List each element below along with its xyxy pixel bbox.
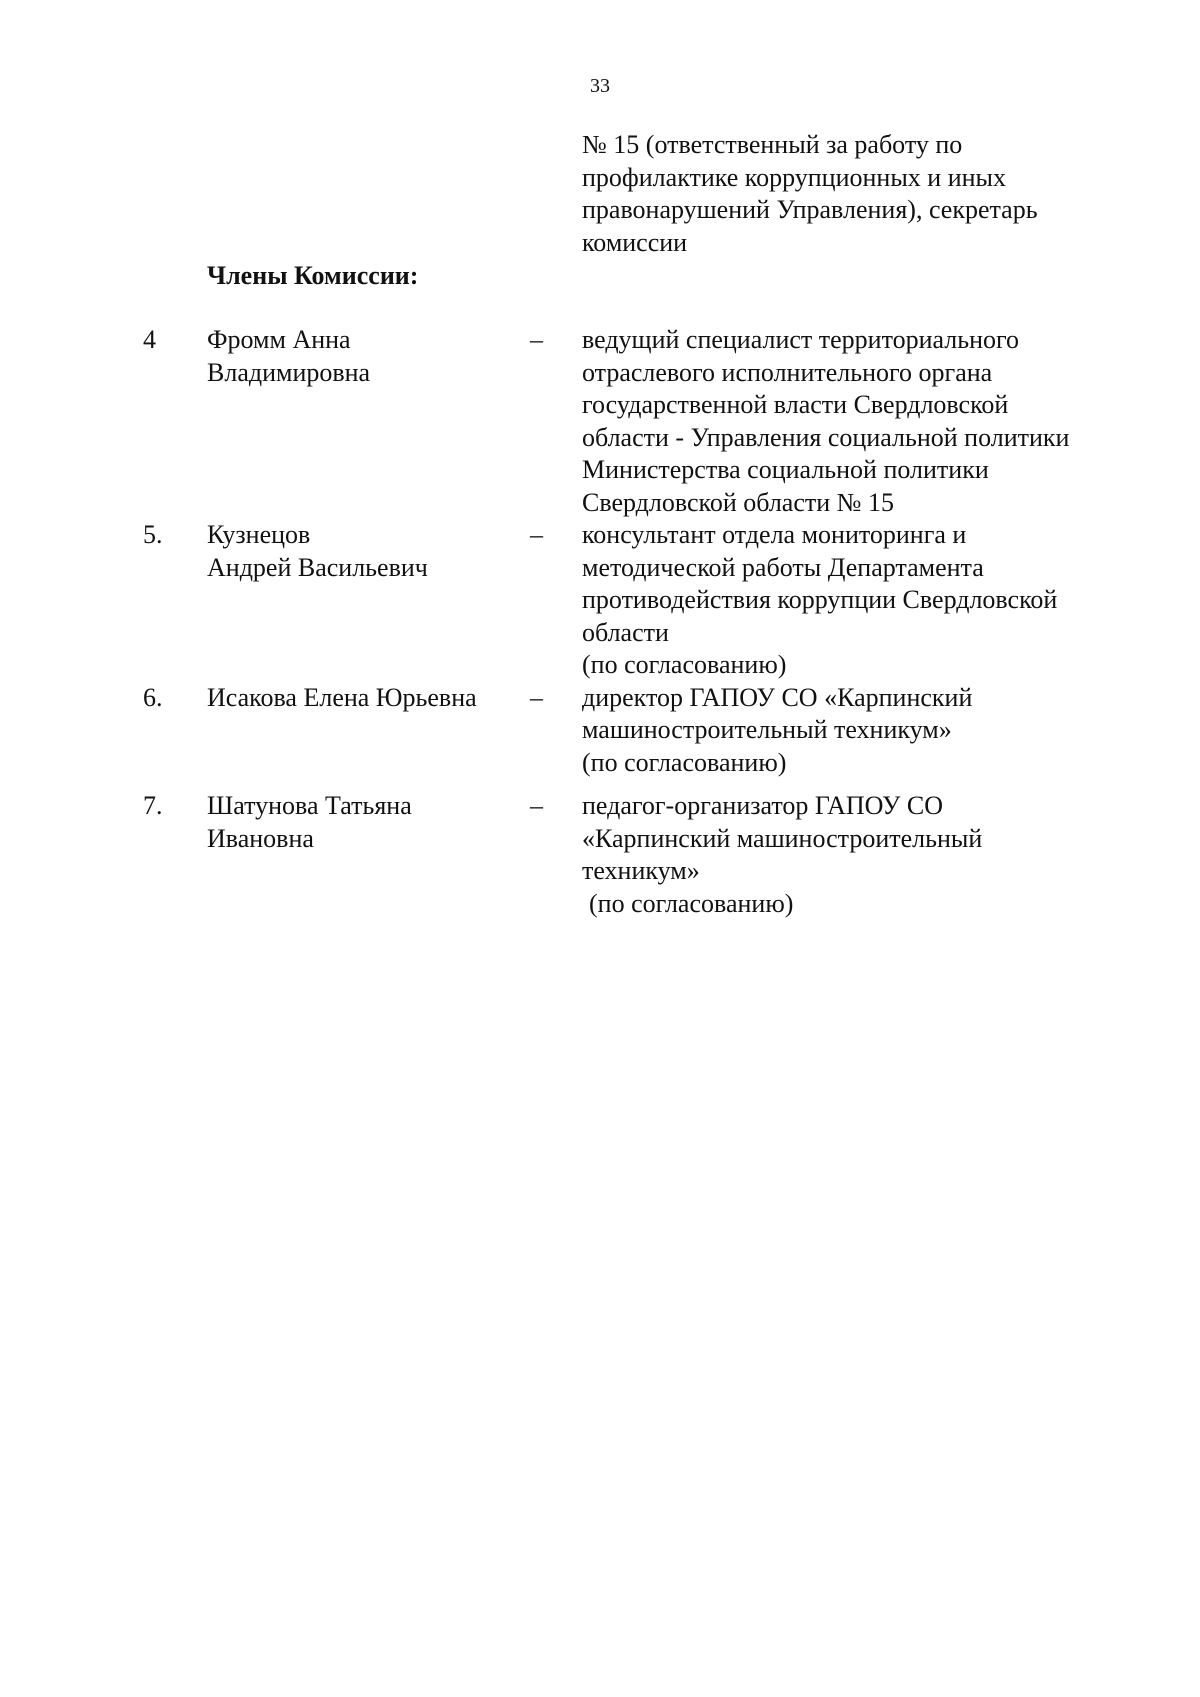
member-dash: –: [530, 682, 543, 712]
member-number: 4: [143, 325, 156, 354]
member-description-line: отраслевого исполнительного органа: [582, 357, 993, 387]
continuation-line: профилактике коррупционных и иных: [582, 162, 1006, 192]
member-entry: [0, 682, 1200, 780]
member-name: [207, 790, 412, 855]
continuation-line: правонарушений Управления), секретарь: [582, 195, 1038, 224]
member-name: [207, 324, 370, 389]
members-heading: Члены Комиссии:: [207, 261, 419, 290]
member-description-line: области: [582, 617, 669, 647]
member-dash: –: [530, 520, 543, 549]
member-description-line: государственной власти Свердловской: [582, 390, 1009, 419]
member-name: [207, 519, 428, 584]
member-description-line: методической работы Департамента: [582, 552, 984, 582]
member-description: [582, 519, 1200, 682]
member-entry: [0, 519, 1200, 682]
member-description-line: (по согласованию): [582, 747, 787, 777]
member-dash: –: [530, 791, 543, 820]
member-description-line: области - Управления социальной политики: [582, 422, 1070, 452]
member-name-line: Фромм Анна: [207, 325, 351, 354]
member-description: [582, 324, 1200, 519]
member-name-line: Исакова Елена Юрьевна: [207, 682, 477, 712]
member-description-line: ведущий специалист территориального: [582, 325, 1020, 354]
spacer: [0, 779, 1200, 790]
page-number: 33: [590, 75, 610, 97]
member-number: 5.: [143, 520, 163, 549]
member-number: 7.: [143, 791, 163, 820]
member-description-line: техникум»: [582, 856, 700, 885]
member-entry: [0, 324, 1200, 519]
member-description: [582, 790, 1200, 920]
member-description: [582, 682, 1200, 780]
continuation-line: № 15 (ответственный за работу по: [582, 130, 963, 159]
member-name-line: Андрей Васильевич: [207, 552, 428, 582]
member-description-line: директор ГАПОУ СО «Карпинский: [582, 682, 973, 712]
member-description-line: (по согласованию): [582, 650, 787, 679]
member-description-line: Министерства социальной политики: [582, 455, 989, 484]
member-name-line: Ивановна: [207, 823, 314, 853]
member-name-line: Шатунова Татьяна: [207, 791, 412, 820]
members-list: [0, 324, 1200, 920]
member-name-line: Кузнецов: [207, 520, 311, 549]
member-description-line: Свердловской области № 15: [582, 487, 894, 517]
member-entry: [0, 790, 1200, 920]
member-description-line: машиностроительный техникум»: [582, 715, 952, 744]
member-description-line: «Карпинский машиностроительный: [582, 823, 983, 853]
member-description-line: противодействия коррупции Свердловской: [582, 585, 1058, 614]
member-number: 6.: [143, 682, 163, 712]
member-description-line: (по согласованию): [589, 888, 794, 918]
member-description-line: консультант отдела мониторинга и: [582, 520, 967, 549]
previous-entry-continuation: [582, 129, 1038, 259]
member-name: [207, 682, 477, 715]
member-name-line: Владимировна: [207, 357, 371, 387]
member-dash: –: [530, 325, 543, 354]
continuation-line: комиссии: [582, 227, 688, 257]
member-description-line: педагог-организатор ГАПОУ СО: [582, 791, 944, 820]
